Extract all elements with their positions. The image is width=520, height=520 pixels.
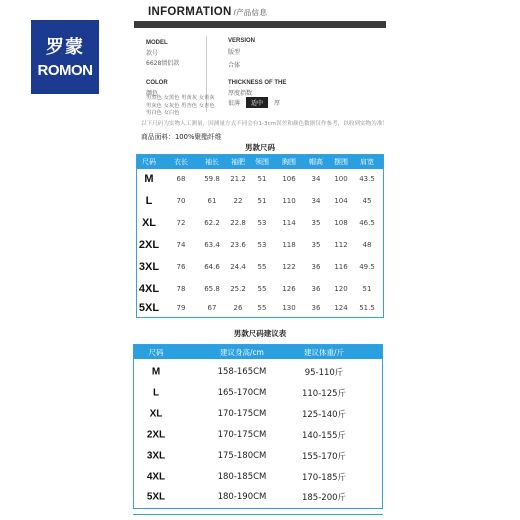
size-table-header-cell: 袖肥 [231,158,245,166]
measurement-note: 以下尺码为实物人工测量，因测量方式不同会有1-3cm误差和颜色数据仅作参考，以收到实物为准！ [141,121,389,127]
size-table-cell: 65.8 [204,285,220,293]
info-title [148,6,267,18]
thickness-option-thick: 厚 [274,100,281,107]
size-table-cell: 110 [282,197,296,205]
size-table-cell: 114 [282,219,296,227]
size-table-cell: 22 [233,197,243,205]
size-table-cell: 68 [176,175,186,183]
color-list: 男黑色 女黑色 男黄灰 女黄灰 男灰色 女灰色 男杏色 女杏色 男白色 女白色 [146,95,215,116]
rec-table-title: 男款尺码建议表 [233,329,287,338]
rec-size-label: L [152,387,160,399]
size-table-cell: 100 [334,175,348,183]
thickness-option-selected: 适中 [246,97,268,108]
size-table-cell: 78 [176,285,186,293]
model-label-cn: 款号 [146,50,159,57]
size-table-cell: 35 [311,219,321,227]
size-table-header-cell: 肩宽 [360,158,374,166]
size-table-cell: 51 [362,285,372,293]
size-table-cell: 122 [282,263,296,271]
version-label-en: VERSION [228,38,256,44]
logo-text-en: ROMON [37,62,93,79]
rec-table-cell: 110-125斤 [301,389,347,399]
size-table-cell: 72 [176,219,186,227]
size-label: 3XL [138,261,160,273]
rec-table [133,344,383,509]
rec-size-label: 4XL [146,471,166,483]
size-table-cell: 36 [311,304,321,312]
size-table-cell: 55 [257,304,267,312]
rec-size-label: 2XL [146,429,166,441]
size-table-cell: 64.6 [204,263,220,271]
size-table [136,154,384,318]
rec-table-cell: 180-185CM [217,472,267,482]
rec-table-cell: 125-140斤 [301,410,347,420]
size-table-cell: 45 [362,197,372,205]
size-table-cell: 79 [176,304,186,312]
size-table-header-cell: 领围 [255,158,269,166]
size-table-cell: 59.8 [204,175,220,183]
size-table-header-cell: 衣长 [174,158,188,166]
size-table-cell: 23.6 [230,241,246,249]
size-table-header-cell: 袖长 [205,158,219,166]
size-table-cell: 106 [282,175,296,183]
size-label: 4XL [138,283,160,295]
rec-table-cell: 165-170CM [217,388,267,398]
size-table-cell: 36 [311,285,321,293]
size-table-cell: 67 [207,304,217,312]
rec-size-label: 3XL [146,450,166,462]
version-value: 合体 [228,62,241,69]
size-table-cell: 43.5 [359,175,375,183]
size-table-header [137,155,383,169]
version-label-cn: 版型 [228,49,241,56]
rec-size-label: 5XL [146,491,166,503]
bottom-divider [133,514,383,515]
rec-table-cell: 180-190CM [217,492,267,502]
brand-logo [31,20,99,94]
size-table-cell: 51 [257,175,267,183]
size-table-cell: 61 [207,197,217,205]
size-table-cell: 51 [257,197,267,205]
size-table-cell: 130 [282,304,296,312]
color-label-cn: 颜色 [146,90,159,97]
model-value: 6628情侣款 [146,60,180,67]
info-title-en: INFORMATION [148,6,232,18]
size-table-cell: 116 [334,263,348,271]
size-table-cell: 34 [311,197,321,205]
thickness-label-en: THICKNESS OF THE [228,80,287,86]
rec-size-label: M [151,366,161,378]
info-title-cn: /产品信息 [233,8,268,17]
rec-table-cell: 170-175CM [217,409,267,419]
size-table-cell: 63.4 [204,241,220,249]
size-table-cell: 124 [334,304,348,312]
size-table-header-cell: 摆围 [334,158,348,166]
size-table-header-cell: 胸围 [282,158,296,166]
rec-table-header-cell: 建议身高/cm [220,348,264,357]
logo-text-cn: 罗蒙 [46,37,84,58]
size-table-cell: 55 [257,263,267,271]
size-table-cell: 22.8 [230,219,246,227]
size-label: 5XL [138,302,160,314]
size-table-cell: 48 [362,241,372,249]
rec-table-cell: 185-200斤 [301,493,347,503]
size-table-title: 男款尺码 [245,143,275,152]
rec-table-cell: 140-155斤 [301,431,347,441]
size-table-cell: 49.5 [359,263,375,271]
size-table-cell: 26 [233,304,243,312]
size-table-cell: 104 [334,197,348,205]
size-label: L [145,195,153,207]
rec-table-header-cell: 建议体重/斤 [303,348,345,357]
size-table-cell: 76 [176,263,186,271]
size-label: M [144,173,154,185]
size-table-cell: 70 [176,197,186,205]
rec-size-label: XL [149,408,163,420]
fabric-info: 商品面料：100%聚酯纤维 [141,133,222,141]
rec-table-cell: 170-175CM [217,430,267,440]
rec-table-cell: 158-165CM [217,367,267,377]
size-label: XL [141,217,157,229]
size-table-header-cell: 尺码 [142,158,156,166]
size-table-cell: 55 [257,285,267,293]
size-table-cell: 62.2 [204,219,220,227]
thickness-label-cn: 厚度指数 [228,90,253,97]
info-panel [136,34,380,118]
size-table-cell: 34 [311,175,321,183]
size-table-cell: 112 [334,241,348,249]
size-table-cell: 118 [282,241,296,249]
info-header-bar [134,21,386,28]
color-label-en: COLOR [146,80,168,86]
size-table-cell: 46.5 [359,219,375,227]
size-table-cell: 35 [311,241,321,249]
rec-table-cell: 170-185斤 [301,473,347,483]
size-table-cell: 126 [282,285,296,293]
size-table-header-cell: 帽高 [309,158,323,166]
rec-table-header [134,345,382,359]
size-table-cell: 51.5 [359,304,375,312]
model-label-en: MODEL [146,40,168,46]
size-table-cell: 36 [311,263,321,271]
size-table-cell: 21.2 [230,175,246,183]
size-label: 2XL [138,239,160,251]
size-table-cell: 53 [257,241,267,249]
size-table-cell: 25.2 [230,285,246,293]
size-table-cell: 74 [176,241,186,249]
size-table-cell: 108 [334,219,348,227]
size-table-cell: 24.4 [230,263,246,271]
rec-table-cell: 155-170斤 [301,452,347,462]
rec-table-cell: 95-110斤 [304,368,344,378]
size-table-cell: 53 [257,219,267,227]
thickness-option-thin: 很薄 [228,100,241,107]
size-table-cell: 120 [334,285,348,293]
rec-table-header-cell: 尺码 [148,348,164,357]
rec-table-cell: 175-180CM [217,451,267,461]
thickness-scale [228,98,280,107]
